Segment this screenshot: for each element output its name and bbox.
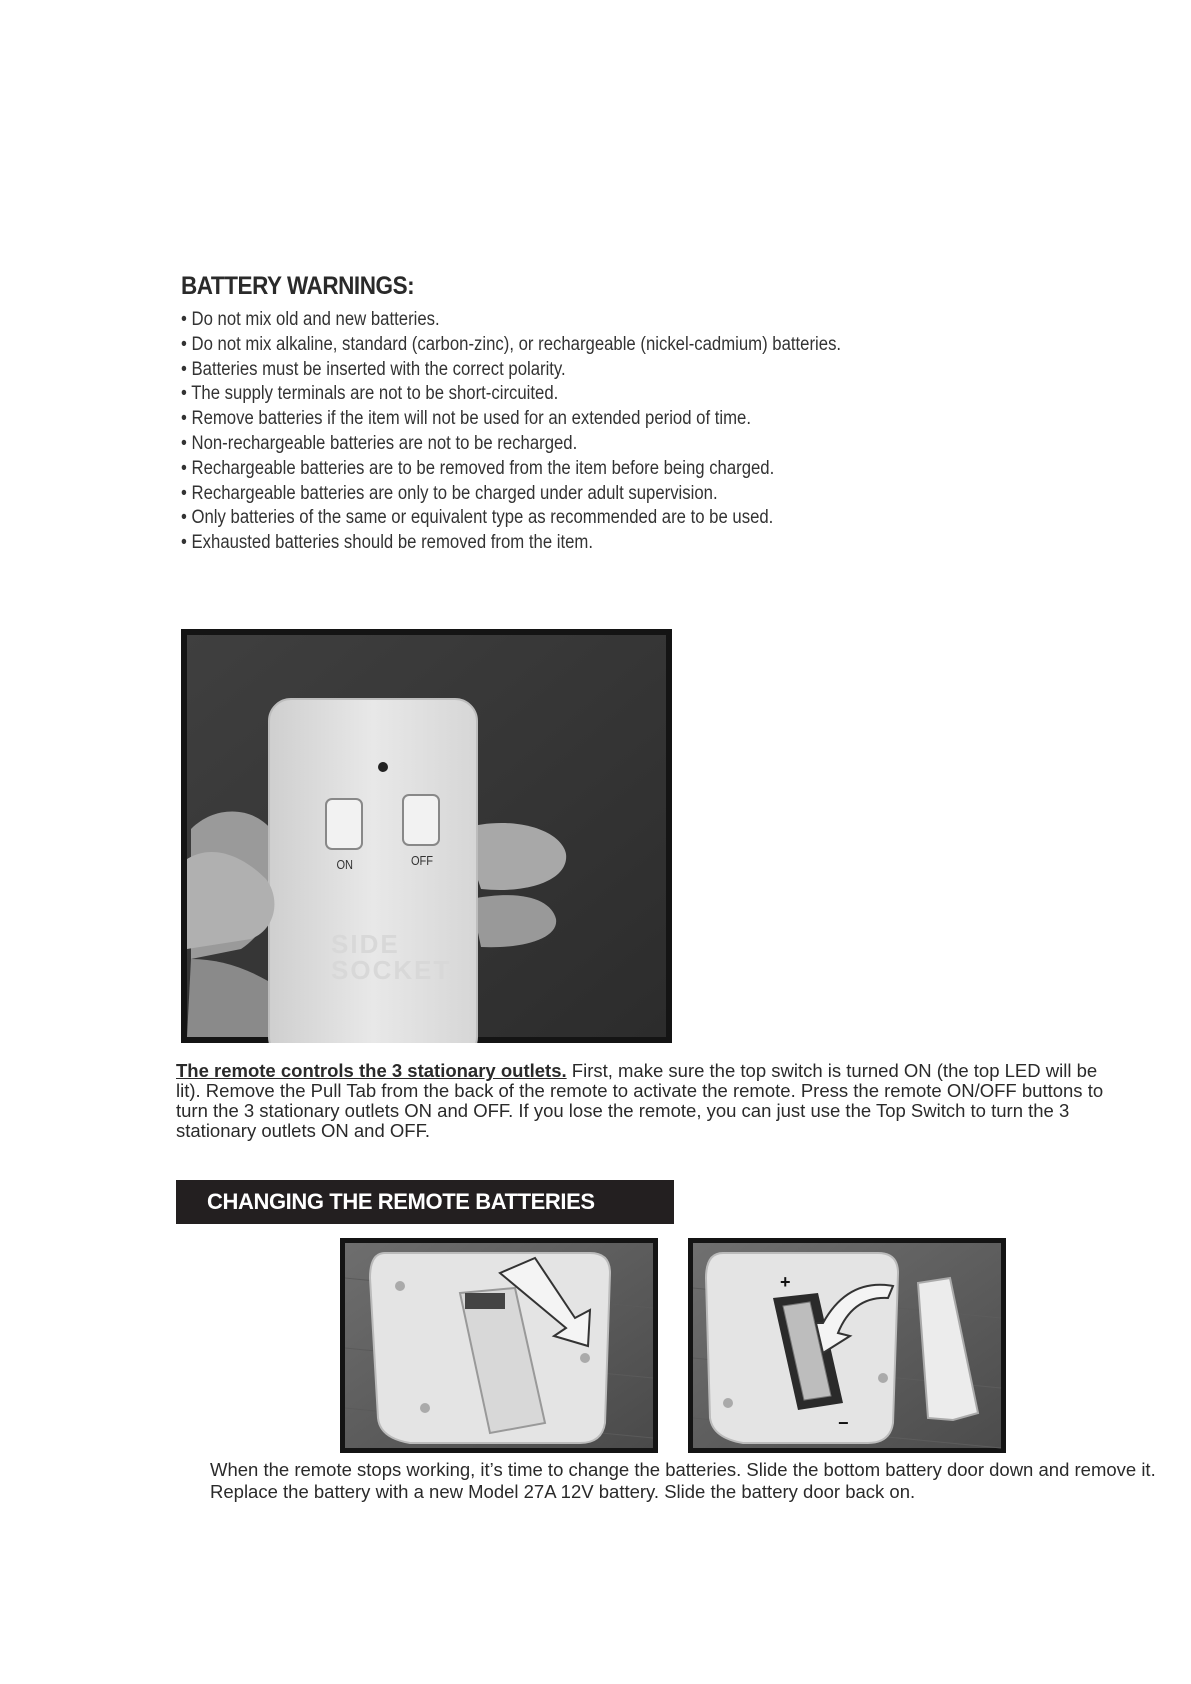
warning-item: • Batteries must be inserted with the correct polarity. (181, 358, 841, 383)
changing-batteries-description: When the remote stops working, it’s time to change the batteries. Slide the bottom battery door down and remove it. Replace the battery with a new Model 27A 12V battery. Slide the battery door back on. (210, 1459, 1156, 1502)
battery-insert-photo (688, 1238, 1006, 1453)
warning-item: • Only batteries of the same or equivalent type as recommended are to be used. (181, 506, 841, 531)
changing-batteries-title: CHANGING THE REMOTE BATTERIES (207, 1189, 595, 1214)
remote-in-hand-photo (181, 629, 672, 1043)
warning-item: • Exhausted batteries should be removed from the item. (181, 531, 841, 556)
remote-description-lead: The remote controls the 3 stationary outlets. (176, 1060, 567, 1081)
warning-item: • Do not mix old and new batteries. (181, 308, 841, 333)
warning-item: • Rechargeable batteries are only to be charged under adult supervision. (181, 482, 841, 507)
battery-warnings-title: BATTERY WARNINGS: (181, 272, 415, 300)
battery-warnings-list (181, 308, 931, 556)
remote-description-body: First, make sure the top switch is turned ON (the top LED will be lit). Remove the Pull Tab from the back of the remote to activate the remote. Press the remote ON/OFF buttons to turn the 3 stationary outlets ON and OFF. If you lose the remote, you can just use the Top Switch to turn the 3 stationary outlets ON and OFF. (176, 1060, 1104, 1141)
warning-item: • Do not mix alkaline, standard (carbon-zinc), or rechargeable (nickel-cadmium) batteries. (181, 333, 841, 358)
battery-door-slide-photo (340, 1238, 658, 1453)
polarity-plus-label: + (780, 1272, 791, 1292)
brand-logo-line2: SOCKET (331, 955, 452, 985)
brand-logo-line1: SIDE (331, 929, 400, 959)
warning-item: • Remove batteries if the item will not be used for an extended period of time. (181, 407, 841, 432)
on-button-label: ON (336, 857, 354, 872)
warning-item: • The supply terminals are not to be short-circuited. (181, 382, 841, 407)
warning-item: • Rechargeable batteries are to be removed from the item before being charged. (181, 457, 841, 482)
remote-description (176, 1061, 1126, 1141)
changing-batteries-header (176, 1180, 674, 1224)
warning-item: • Non-rechargeable batteries are not to be recharged. (181, 432, 841, 457)
off-button-label: OFF (410, 853, 434, 868)
polarity-minus-label: − (838, 1413, 849, 1433)
